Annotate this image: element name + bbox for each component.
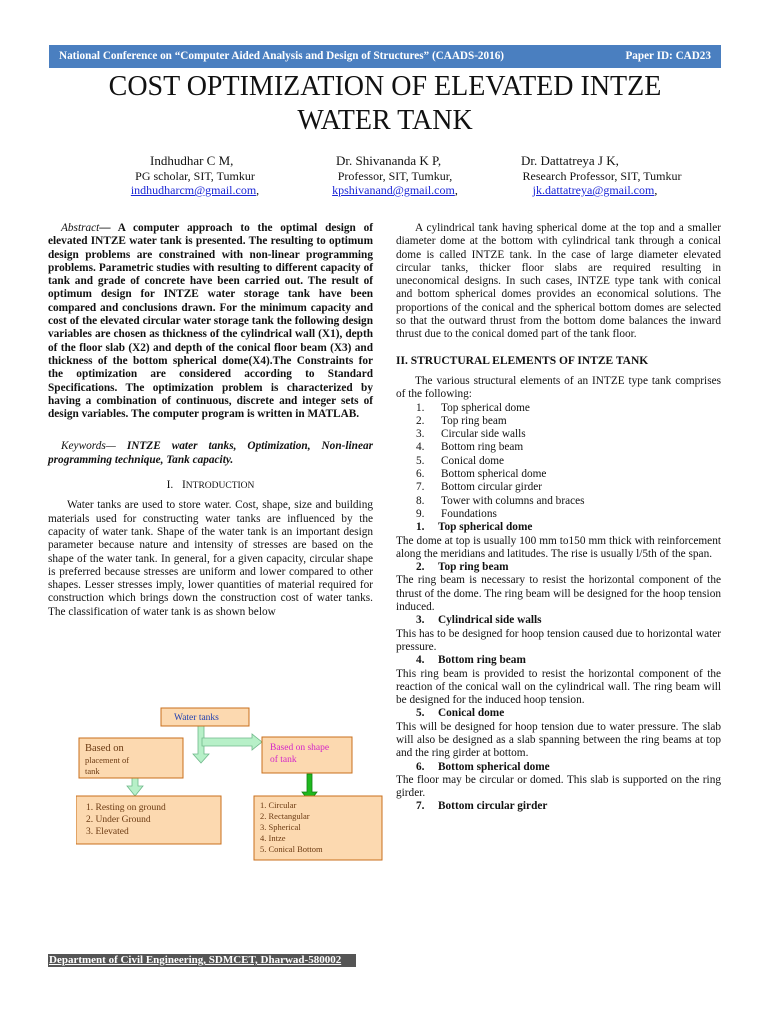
paper-title: [49, 70, 721, 138]
author-email-link[interactable]: indhudharcm@gmail.com: [130, 183, 257, 197]
subsection-number: 3.: [416, 614, 425, 627]
author-block: [495, 153, 695, 197]
subsection-heading: [416, 761, 721, 774]
subsection-number: 7.: [416, 800, 425, 813]
heading-rest: NTRODUCTION: [185, 481, 255, 492]
section-number: I.: [166, 479, 174, 492]
list-item: [416, 508, 721, 521]
list-item-number: 7.: [416, 481, 425, 494]
right-column: [396, 222, 721, 814]
subsection-number: 6.: [416, 760, 425, 773]
author-block: [110, 153, 280, 197]
subsection-heading: [416, 614, 721, 627]
list-item: [416, 455, 721, 468]
abstract-label: Abstract: [61, 222, 100, 234]
author-affiliation: Research Professor, SIT, Tumkur: [522, 169, 682, 183]
author-name: Indhudhar C M,: [150, 153, 234, 168]
author-name: Dr. Shivananda K P,: [336, 153, 442, 168]
shape-label-line-1: Based on shape: [270, 743, 330, 753]
paper-id: Paper ID: CAD23: [625, 50, 711, 62]
list-item: [416, 495, 721, 508]
water-tank-classification-diagram: [76, 700, 386, 870]
author-affiliation: PG scholar, SIT, Tumkur: [135, 169, 255, 183]
email-separator: ,: [454, 183, 458, 197]
shape-item: 5. Conical Bottom: [260, 844, 323, 854]
list-item-text: Bottom spherical dome: [441, 468, 547, 481]
author-email-link[interactable]: jk.dattatreya@gmail.com: [532, 183, 655, 197]
section2-intro: The various structural elements of an INTZE type tank comprises of the following:: [396, 374, 721, 401]
abstract: [48, 222, 373, 421]
section-heading-introduction: [48, 479, 373, 493]
subsection-text: This has to be designed for hoop tension caused due to horizontal water pressure.: [396, 627, 721, 653]
structural-elements-list: [396, 402, 721, 522]
abstract-dash: —: [99, 222, 118, 234]
subsection-title: Top ring beam: [438, 561, 509, 574]
list-item: [416, 481, 721, 494]
subsection-text: The dome at top is usually 100 mm to150 mm thick with reinforcement along the meridians and latitudes. The rise is usually l/5th of the span.: [396, 534, 721, 560]
subsection-title: Bottom circular girder: [438, 800, 548, 813]
list-item-text: Bottom ring beam: [441, 441, 524, 454]
footer-department: Department of Civil Engineering, SDMCET, Dharwad-580002: [48, 954, 356, 967]
placement-label-line-2: placement of: [85, 755, 130, 765]
shape-item: 4. Intze: [260, 833, 286, 843]
author-block: [300, 153, 490, 197]
list-item-text: Circular side walls: [441, 428, 526, 441]
list-item-text: Bottom circular girder: [441, 481, 543, 494]
list-item-text: Top spherical dome: [441, 401, 530, 414]
list-item: [416, 468, 721, 481]
conference-name: National Conference on “Computer Aided Analysis and Design of Structures” (CAADS-2016): [59, 50, 505, 62]
heading-initial: I: [181, 479, 186, 492]
placement-label-line-1: Based on: [85, 743, 124, 754]
keywords-label: Keywords—: [61, 440, 116, 453]
subsection-text: The ring beam is necessary to resist the horizontal component of the thrust of the dome. The ring beam will be designed for the hoop tension induced.: [396, 574, 721, 614]
email-separator: ,: [256, 183, 260, 197]
list-item-text: Tower with columns and braces: [441, 494, 585, 507]
subsection-heading: [416, 561, 721, 574]
keywords: [48, 440, 373, 467]
shape-item: 1. Circular: [260, 800, 297, 810]
subsection-number: 5.: [416, 707, 425, 720]
list-item-number: 6.: [416, 468, 425, 481]
right-intro-paragraph: A cylindrical tank having spherical dome at the top and a smaller diameter dome at the bottom with cylindrical tank through a conical dome is called INTZE tank. In the case of large diameter elevated circular tanks, thicker floor slabs are required resulting in uneconomical designs. In such cases, INTZE type tank with conical and bottom spherical domes provides an economical solutions. The proportions of the conical and the spherical bottom domes are selected so that the outward thrust from the bottom dome balances the inward thrust due to the conical domed part of the tank floor.: [396, 222, 721, 341]
list-item-text: Conical dome: [441, 454, 505, 467]
subsection-title: Cylindrical side walls: [438, 614, 542, 627]
shape-label-line-2: of tank: [270, 755, 297, 765]
subsection-heading: [416, 521, 721, 534]
subsection-title: Conical dome: [438, 707, 505, 720]
placement-item: 3. Elevated: [86, 827, 129, 837]
author-affiliation: Professor, SIT, Tumkur,: [337, 169, 453, 183]
conference-banner: [49, 45, 721, 68]
title-line-2: WATER TANK: [297, 105, 473, 136]
list-item-number: 9.: [416, 507, 425, 520]
list-item-number: 8.: [416, 494, 425, 507]
shape-item: 3. Spherical: [260, 822, 301, 832]
list-item-number: 3.: [416, 428, 425, 441]
list-item-text: Foundations: [441, 507, 497, 520]
subsection-title: Bottom spherical dome: [438, 760, 550, 773]
section-heading-structural-elements: II. STRUCTURAL ELEMENTS OF INTZE TANK: [396, 354, 649, 367]
arrow-horizontal-right: [202, 734, 262, 750]
subsection-text: This will be designed for hoop tension due to water pressure. The slab will also be designed as a slab spanning between the ring beams at top and the ring girder at bottom.: [396, 720, 721, 760]
subsection-heading: [416, 800, 721, 813]
subsection-text: The floor may be circular or domed. This slab is supported on the ring girder.: [396, 773, 721, 800]
abstract-text: A computer approach to the optimal design of elevated INTZE water tank is presented. The resulting to optimum design problems are constrained with non-linear programming problems. Parametric studies with resulting to different capacity of tank and grade of concrete have been carried out. The result of optimum design for INTZE water storage tank have been compared and conclusions drawn. For the minimum capacity and cost of the elevated circular water storage tank the following design variables are chosen as thickness of the cylindrical wall (X1), depth of the floor slab (X2) and depth of the conical floor beam (X3) and thickness of the bottom spherical dome(X4).The Constraints for the optimization are considered according to Standard Specifications. The optimization problem is characterized by having a combination of continuous, discrete and integer sets of design variables. The computer program is written in MATLAB.: [48, 222, 373, 421]
subsection-text: This ring beam is provided to resist the horizontal component of the reaction of the conical wall on the cylindrical wall. The ring beam will be designed for the induced hoop tension.: [396, 667, 721, 707]
subsection-number: 2.: [416, 561, 425, 574]
list-item: [416, 415, 721, 428]
email-separator: ,: [654, 183, 658, 197]
subsection-title: Top spherical dome: [438, 521, 533, 534]
author-email-link[interactable]: kpshivanand@gmail.com: [332, 183, 455, 197]
placement-item: 1. Resting on ground: [86, 803, 166, 813]
left-column: [48, 222, 373, 619]
list-item-number: 2.: [416, 414, 425, 427]
placement-label-line-3: tank: [85, 766, 100, 776]
shape-item: 2. Rectangular: [260, 811, 310, 821]
list-item: [416, 441, 721, 454]
placement-item: 2. Under Ground: [86, 815, 151, 825]
title-line-1: COST OPTIMIZATION OF ELEVATED INTZE: [108, 71, 662, 102]
intro-paragraph: Water tanks are used to store water. Cost, shape, size and building materials used for constructing water tanks are influenced by the capacity of water tank. Shape of the water tank is an important design parameter because nature and intensity of stresses are based on the shape of the water tank. In general, for a given capacity, circular shape is preferred because stresses are uniform and lower compared to other shapes. Lesser stresses imply, lower quantities of material required for construction which brings down the construction cost of water tanks. The classification of water tank is as shown below: [48, 499, 373, 618]
list-item-text: Top ring beam: [441, 414, 507, 427]
author-name: Dr. Dattatreya J K,: [521, 153, 619, 168]
list-item-number: 5.: [416, 454, 425, 467]
subsection-title: Bottom ring beam: [438, 654, 526, 667]
root-label: Water tanks: [174, 713, 219, 723]
subsection-heading: [416, 654, 721, 667]
list-item: [416, 402, 721, 415]
subsection-number: 4.: [416, 654, 425, 667]
keywords-text: INTZE water tanks, Optimization, Non-linear programming technique, Tank capacity.: [48, 440, 373, 466]
subsection-number: 1.: [416, 521, 425, 534]
list-item: [416, 428, 721, 441]
list-item-number: 1.: [416, 401, 425, 414]
subsection-heading: [416, 707, 721, 720]
list-item-number: 4.: [416, 441, 425, 454]
